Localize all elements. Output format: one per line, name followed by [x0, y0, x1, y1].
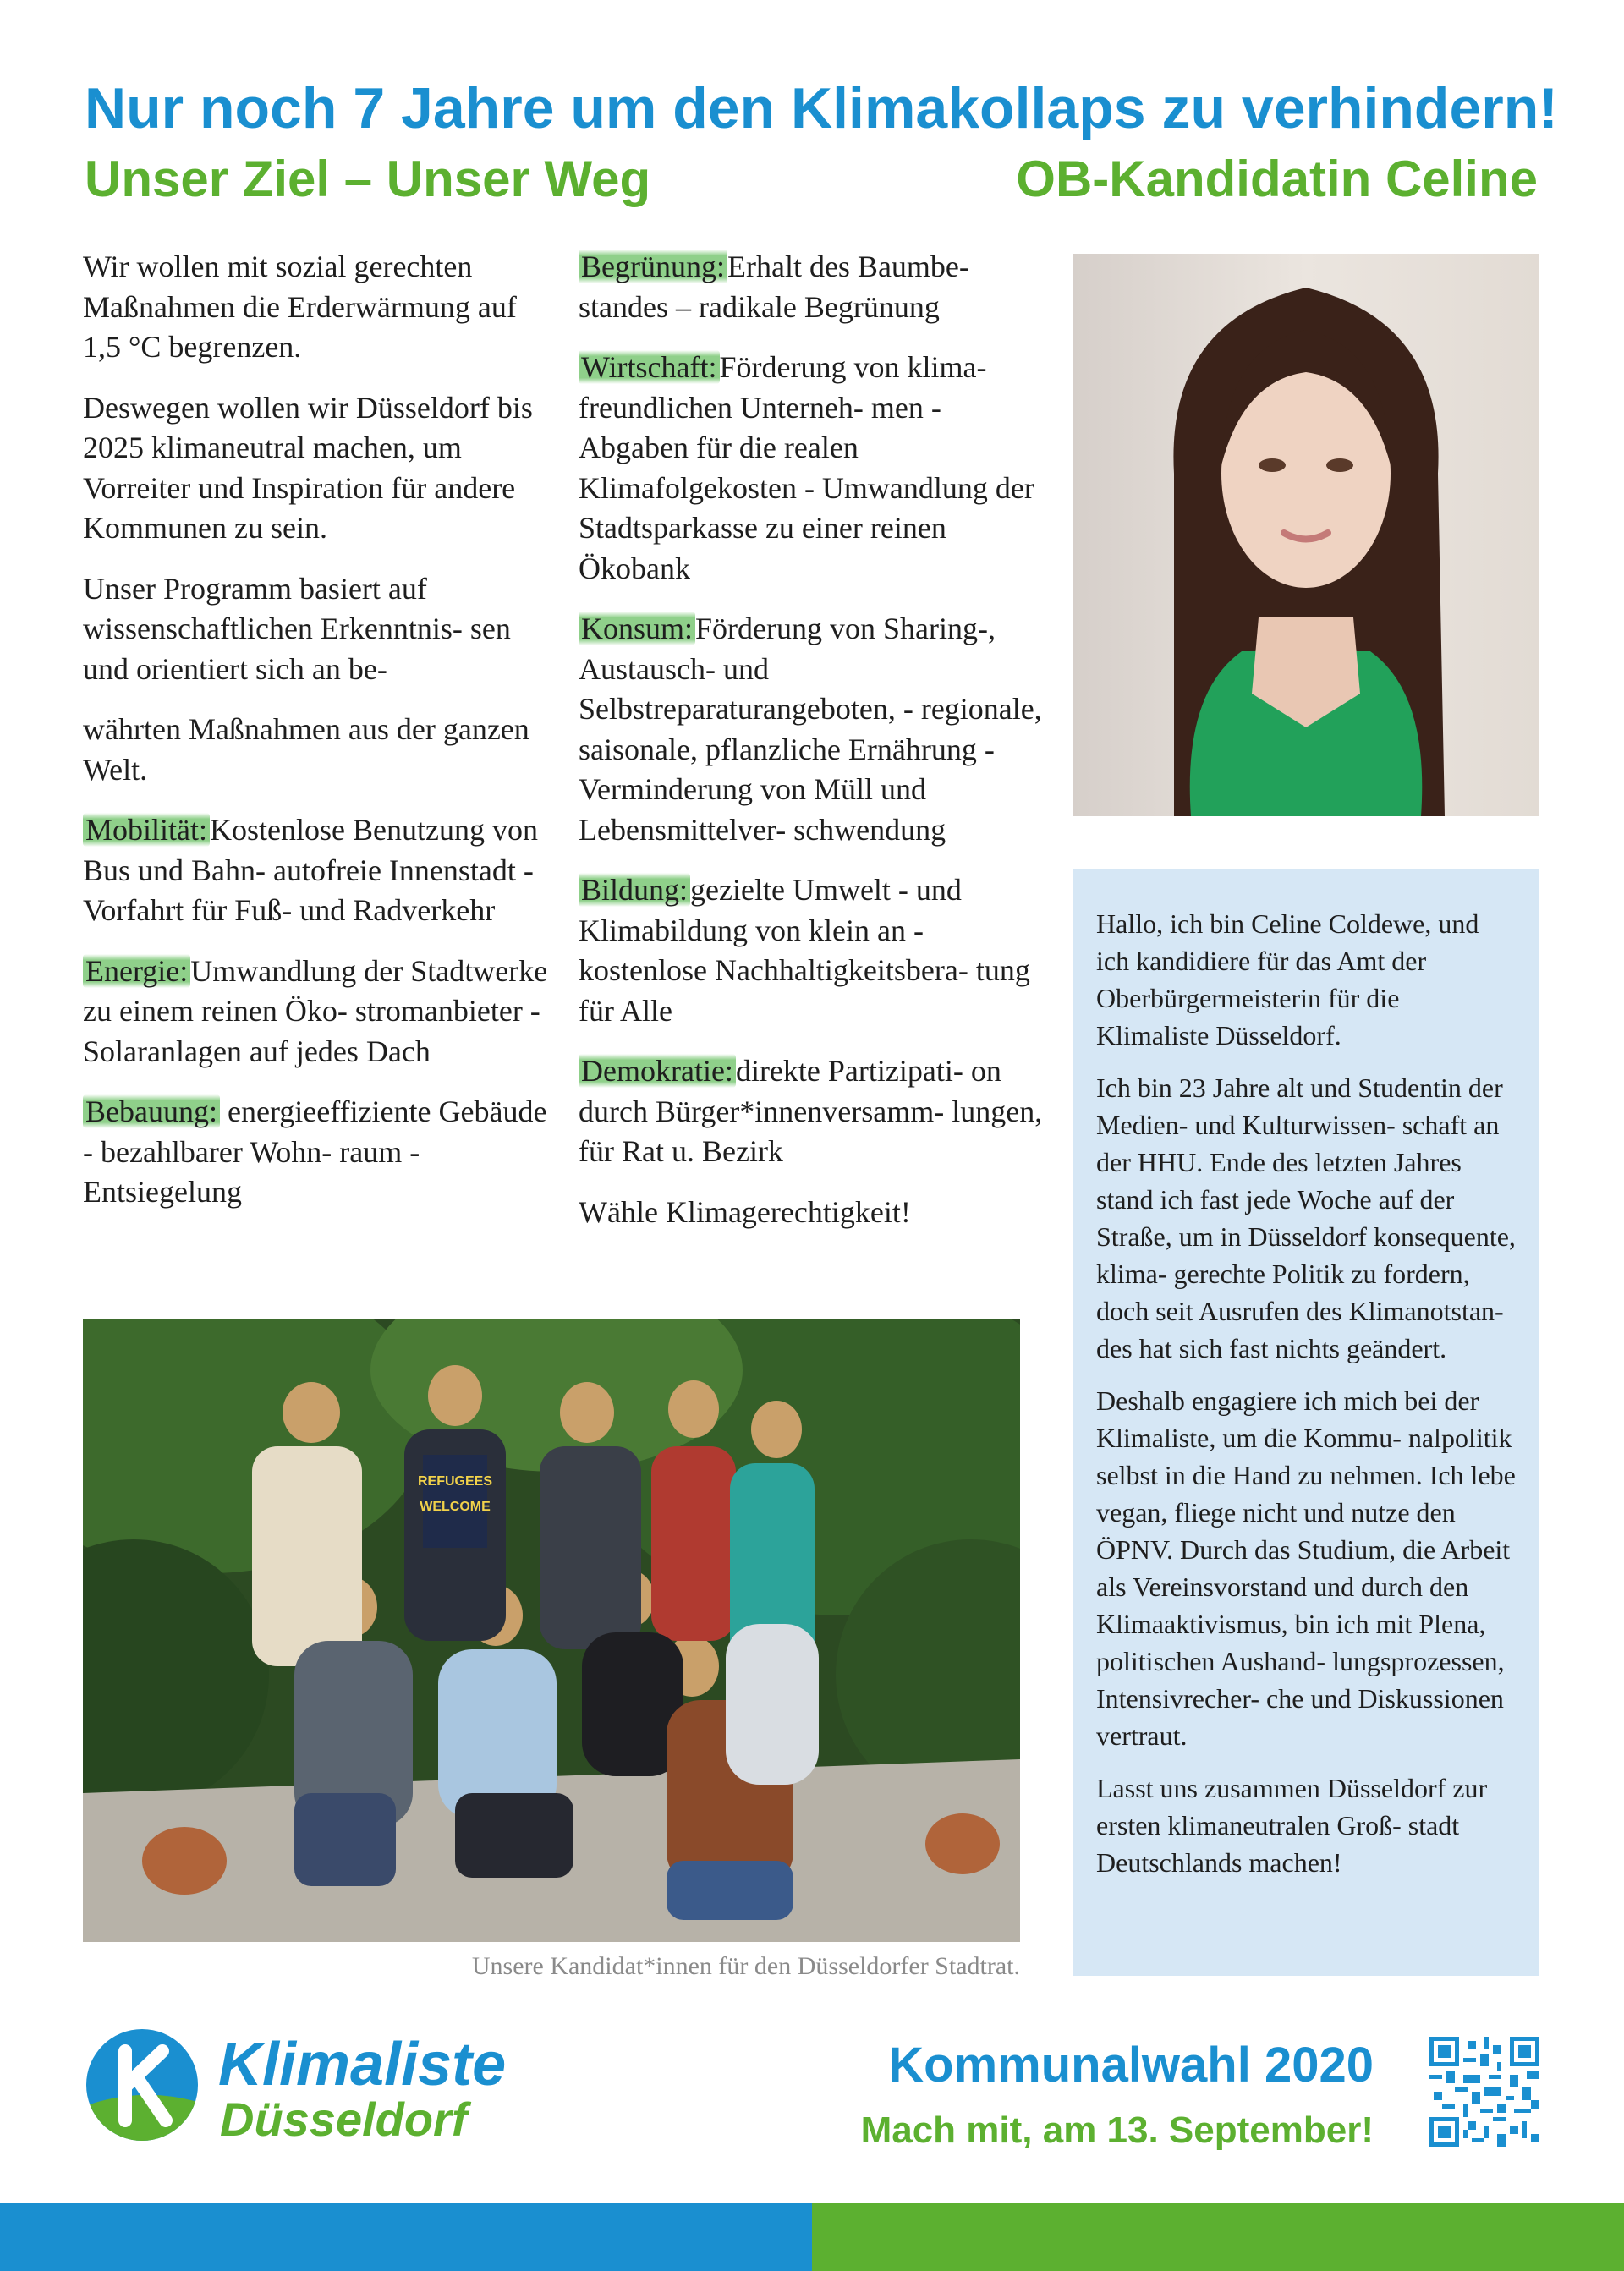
topic-democracy: [579, 1051, 1052, 1172]
shirt-text-welcome: WELCOME: [420, 1500, 491, 1514]
program-column-left: [83, 247, 557, 1233]
intro-paragraph: Unser Programm basiert auf wissenschaftlichen Erkenntnis- sen und orientiert sich an be-: [83, 571, 511, 686]
topic-text: Kostenlose Benutzung von Bus und Bahn- autofreie Innenstadt - Vorfahrt für Fuß- und Radverkehr: [83, 813, 538, 927]
subheading-goal: Unser Ziel – Unser Weg: [85, 151, 651, 207]
topic-text: energieeffiziente Gebäude - bezahlbarer Wohn- raum - Entsiegelung: [83, 1094, 555, 1209]
topic-label: Konsum:: [579, 612, 695, 645]
topic-label: Bebauung:: [83, 1094, 220, 1128]
bio-paragraph: Deshalb engagiere ich mich bei der Klimaliste, um die Kommu- nalpolitik selbst in die Hand zu nehmen. Ich lebe vegan, fliege nicht und nutze den ÖPNV. Durch das Studium, die Arbeit als Vereinsvorstand und durch den Klimaaktivismus, bin ich mit Plena, politischen Aushand- lungsprozessen, Intensivrecher- che und Diskussionen vertraut.: [1096, 1385, 1516, 1751]
closing-line: Wähle Klimagerechtigkeit!: [579, 1194, 911, 1229]
topic-consumption: [579, 609, 1052, 850]
topic-label: Mobilität:: [83, 813, 210, 847]
footer-bar-green: [812, 2203, 1624, 2271]
portrait-illustration: [1073, 254, 1539, 816]
topic-text: Erhalt des Baumbe- standes – radikale Begrünung: [579, 250, 969, 324]
election-date: Mach mit, am 13. September!: [860, 2109, 1374, 2151]
group-photo: [83, 1319, 1020, 1942]
candidate-portrait: [1073, 254, 1539, 816]
qr-code[interactable]: [1429, 2037, 1539, 2147]
bio-paragraph: Lasst uns zusammen Düsseldorf zur ersten klimaneutralen Groß- stadt Deutschlands machen!: [1096, 1773, 1488, 1878]
qr-code-icon: [1429, 2037, 1539, 2147]
candidate-bio-box: [1073, 869, 1539, 1976]
topic-text: gezielte Umwelt - und Klimabildung von klein an - kostenlose Nachhaltigkeitsbera- tung für Alle: [579, 873, 1030, 1028]
program-column-right: [579, 247, 1052, 1253]
topic-text: Förderung von Sharing-, Austausch- und Selbstreparaturangeboten, - regionale, saisonale, pflanzliche Ernährung - Verminderung von Müll und Lebensmittelver- schwendung: [579, 612, 1042, 847]
headline: Nur noch 7 Jahre um den Klimakollaps zu verhindern!: [85, 76, 1558, 140]
intro-paragraph: Wir wollen mit sozial gerechten Maßnahmen die Erderwärmung auf 1,5 °C begrenzen.: [83, 250, 517, 364]
subheading-candidate: OB-Kandidatin Celine: [1016, 151, 1538, 207]
topic-text: direkte Partizipati- on durch Bürger*innenversamm- lungen, für Rat u. Bezirk: [579, 1054, 1043, 1168]
topic-text: Umwandlung der Stadtwerke zu einem reinen Öko- stromanbieter - Solaranlagen auf jedes Dach: [83, 953, 548, 1068]
topic-economy: [579, 348, 1052, 589]
topic-label: Demokratie:: [579, 1054, 736, 1088]
bio-paragraph: Ich bin 23 Jahre alt und Studentin der Medien- und Kulturwissen- schaft an der HHU. Ende des letzten Jahres stand ich fast jede Woche auf der Straße, um in Düsseldorf konsequente, klima- gerechte Politik zu fordern, doch seit Ausrufen des Klimanotstan- des hat sich fast nichts geändert.: [1096, 1072, 1516, 1363]
topic-label: Energie:: [83, 954, 190, 988]
intro-paragraph: Deswegen wollen wir Düsseldorf bis 2025 klimaneutral machen, um Vorreiter und Inspiration für andere Kommunen zu sein.: [83, 390, 533, 545]
topic-education: [579, 870, 1052, 1031]
election-title: Kommunalwahl 2020: [888, 2038, 1374, 2093]
topic-greening: [579, 247, 1052, 327]
logo-line2: Düsseldorf: [220, 2093, 468, 2144]
footer-bar-blue: [0, 2203, 812, 2271]
topic-label: Bildung:: [579, 873, 690, 907]
topic-text: Förderung von klima- freundlichen Unterneh- men - Abgaben für die realen Klimafolgekosten - Umwandlung der Stadtsparkasse zu einer reinen Ökobank: [579, 350, 1034, 585]
topic-label: Wirtschaft:: [579, 350, 720, 384]
logo-line1: Klimaliste: [218, 2031, 507, 2098]
intro-paragraph: währten Maßnahmen aus der ganzen Welt.: [83, 712, 529, 787]
topic-mobility: [83, 810, 557, 931]
group-photo-illustration: [83, 1319, 1020, 1942]
topic-energy: [83, 952, 557, 1072]
topic-label: Begrünung:: [579, 250, 727, 283]
photo-caption: Unsere Kandidat*innen für den Düsseldorfer Stadtrat.: [471, 1952, 1020, 1980]
logo-graphic: [85, 2026, 575, 2144]
shirt-text-refugees: REFUGEES: [417, 1474, 493, 1489]
klimaliste-logo: [85, 2026, 575, 2144]
bio-paragraph: Hallo, ich bin Celine Coldewe, und ich kandidiere für das Amt der Oberbürgermeisterin für die Klimaliste Düsseldorf.: [1096, 908, 1479, 1050]
topic-building: [83, 1092, 557, 1213]
